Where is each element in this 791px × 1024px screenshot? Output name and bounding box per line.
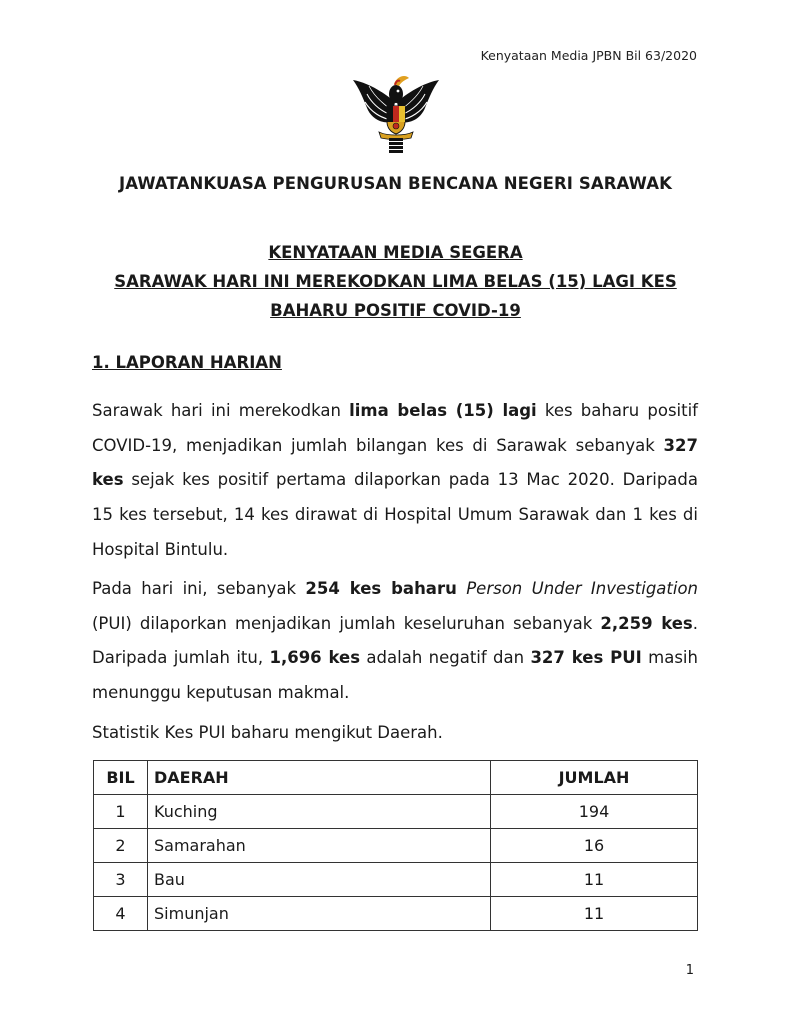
cell-daerah: Kuching	[148, 795, 491, 829]
cell-daerah: Simunjan	[148, 897, 491, 931]
table-row	[94, 897, 698, 931]
organization-name: JAWATANKUASA PENGURUSAN BENCANA NEGERI SARAWAK	[119, 174, 672, 193]
section-heading: 1. LAPORAN HARIAN	[92, 353, 282, 372]
header-daerah: DAERAH	[148, 761, 491, 795]
page-number: 1	[685, 963, 694, 978]
table-row	[94, 829, 698, 863]
table-row	[94, 795, 698, 829]
title-line-1: KENYATAAN MEDIA SEGERA	[268, 243, 523, 262]
table-header-row	[94, 761, 698, 795]
cell-jumlah: 11	[491, 897, 698, 931]
cell-bil: 4	[94, 897, 148, 931]
cell-bil: 2	[94, 829, 148, 863]
header-bil: BIL	[94, 761, 148, 795]
cell-jumlah: 11	[491, 863, 698, 897]
cell-jumlah: 194	[491, 795, 698, 829]
paragraph-pui: Pada hari ini, sebanyak 254 kes baharu Person Under Investigation (PUI) dilaporkan menjadikan jumlah keseluruhan sebanyak 2,259 kes. Daripada jumlah itu, 1,696 kes adalah negatif dan 327 kes PUI masih menunggu keputusan makmal.	[92, 579, 699, 703]
header-jumlah: JUMLAH	[491, 761, 698, 795]
cell-daerah: Samarahan	[148, 829, 491, 863]
cell-daerah: Bau	[148, 863, 491, 897]
district-statistics-table	[93, 760, 698, 931]
paragraph-statistics-intro: Statistik Kes PUI baharu mengikut Daerah.	[92, 723, 443, 742]
title-line-3: BAHARU POSITIF COVID-19	[270, 301, 521, 320]
cell-jumlah: 16	[491, 829, 698, 863]
cell-bil: 1	[94, 795, 148, 829]
table-row	[94, 863, 698, 897]
title-line-2: SARAWAK HARI INI MEREKODKAN LIMA BELAS (15) LAGI KES	[114, 272, 677, 291]
cell-bil: 3	[94, 863, 148, 897]
paragraph-daily-report: Sarawak hari ini merekodkan lima belas (15) lagi kes baharu positif COVID-19, menjadikan jumlah bilangan kes di Sarawak sebanyak 327 kes sejak kes positif pertama dilaporkan pada 13 Mac 2020. Daripada 15 kes tersebut, 14 kes dirawat di Hospital Umum Sarawak dan 1 kes di Hospital Bintulu.	[92, 401, 698, 559]
sarawak-crest-icon	[351, 72, 441, 154]
document-reference: Kenyataan Media JPBN Bil 63/2020	[480, 48, 697, 63]
